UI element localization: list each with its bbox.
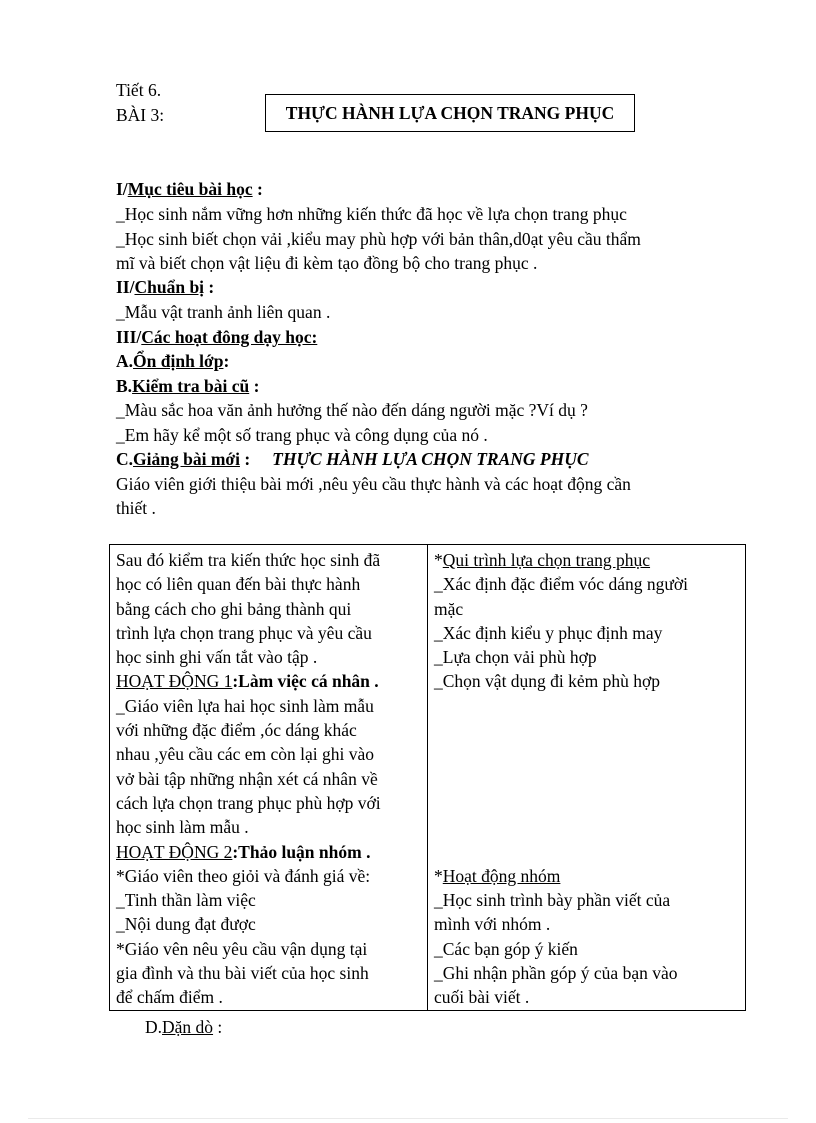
section-c-line: Giáo viên giới thiệu bài mới ,nêu yêu cầu thực hành và các hoạt động cần (116, 474, 631, 494)
section-1-line: _Học sinh biết chọn vải ,kiểu may phù hợp với bản thân,d0ạt yêu cầu thẩm (116, 229, 641, 249)
table-line: học sinh ghi vấn tắt vào tập . (116, 647, 318, 668)
table-line: *Giáo vên nêu yêu cầu vận dụng tại (116, 938, 368, 959)
table-line: cuối bài viết . (434, 987, 530, 1008)
procedure-heading: *Qui trình lựa chọn trang phục (434, 550, 651, 570)
table-line: _Xác định kiểu y phục định may (434, 622, 663, 643)
column-divider (427, 545, 428, 1010)
section-b-line: _Em hãy kể một số trang phục và công dụng của nó . (116, 425, 488, 445)
table-line: học sinh làm mẫu . (116, 817, 249, 838)
section-d-heading: D.Dặn dò : (145, 1017, 223, 1037)
section-3-heading: III/Các hoạt đông dạy học: (116, 327, 318, 347)
section-b-heading: B.Kiểm tra bài cũ : (116, 376, 260, 396)
section-c-line: thiết . (116, 498, 156, 518)
table-line: bằng cách cho ghi bảng thành qui (116, 598, 352, 619)
table-line: cách lựa chọn trang phục phù hợp với (116, 792, 381, 813)
table-line: _Các bạn góp ý kiến (434, 938, 578, 959)
table-line: học có liên quan đến bài thực hành (116, 574, 361, 595)
student-activities-cell (434, 548, 740, 1010)
section-c-subtitle: THỰC HÀNH LỰA CHỌN TRANG PHỤC (272, 449, 589, 469)
teacher-activities-cell (116, 548, 422, 1010)
lesson-title-prefix: BÀI 3: (116, 105, 165, 125)
table-line: trình lựa chọn trang phục và yêu cầu (116, 622, 372, 643)
table-line: *Giáo viên theo giỏi và đánh giá về: (116, 865, 371, 886)
table-line: mình với nhóm . (434, 914, 551, 935)
page-bottom-edge (28, 1118, 788, 1119)
activity-2-heading: HOẠT ĐỘNG 2:Thảo luận nhóm . (116, 841, 371, 862)
section-1-line: _Học sinh nắm vững hơn những kiến thức đã học về lựa chọn trang phục (116, 204, 627, 224)
activity-1-heading: HOẠT ĐỘNG 1:Làm việc cá nhân . (116, 671, 379, 692)
table-line: nhau ,yêu cầu các em còn lại ghi vào (116, 744, 375, 765)
table-line: với những đặc điểm ,óc dáng khác (116, 720, 357, 741)
section-a-heading: A.Ổn định lớp: (116, 351, 230, 371)
table-line: Sau đó kiểm tra kiến thức học sinh đã (116, 550, 381, 570)
table-line: _Lựa chọn vải phù hợp (434, 647, 597, 668)
lesson-title-box (265, 94, 635, 132)
table-line: _Học sinh trình bày phần viết của (434, 890, 671, 911)
lesson-title: THỰC HÀNH LỰA CHỌN TRANG PHỤC (285, 103, 615, 123)
table-line: để chấm điểm . (116, 987, 223, 1008)
activity-table (109, 544, 746, 1011)
group-activity-heading: *Hoạt động nhóm (434, 865, 561, 886)
section-1-heading: I/Mục tiêu bài học : (116, 179, 263, 199)
section-c-heading: C.Giảng bài mới : THỰC HÀNH LỰA CHỌN TRANG PHỤC (116, 449, 589, 469)
lesson-number: Tiết 6. (116, 80, 162, 100)
table-line: mặc (434, 598, 464, 619)
table-line: _Giáo viên lựa hai học sinh làm mẫu (116, 695, 374, 716)
table-line: _Tinh thần làm việc (116, 890, 256, 911)
section-2-heading: II/Chuẩn bị : (116, 277, 215, 297)
section-2-line: _Mẫu vật tranh ảnh liên quan . (116, 302, 331, 322)
section-1-line: mĩ và biết chọn vật liệu đi kèm tạo đồng bộ cho trang phục . (116, 253, 538, 273)
table-line: _Chọn vật dụng đi kẻm phù hợp (434, 671, 661, 692)
table-line: _Ghi nhận phần góp ý của bạn vào (434, 963, 678, 984)
section-b-line: _Màu sắc hoa văn ảnh hưởng thế nào đến dáng người mặc ?Ví dụ ? (116, 400, 588, 420)
table-line: _Nội dung đạt được (116, 914, 256, 935)
table-line: gia đình và thu bài viết của học sinh (116, 963, 369, 984)
table-line: vở bài tập những nhận xét cá nhân về (116, 768, 378, 789)
table-line: _Xác định đặc điểm vóc dáng người (434, 574, 688, 595)
